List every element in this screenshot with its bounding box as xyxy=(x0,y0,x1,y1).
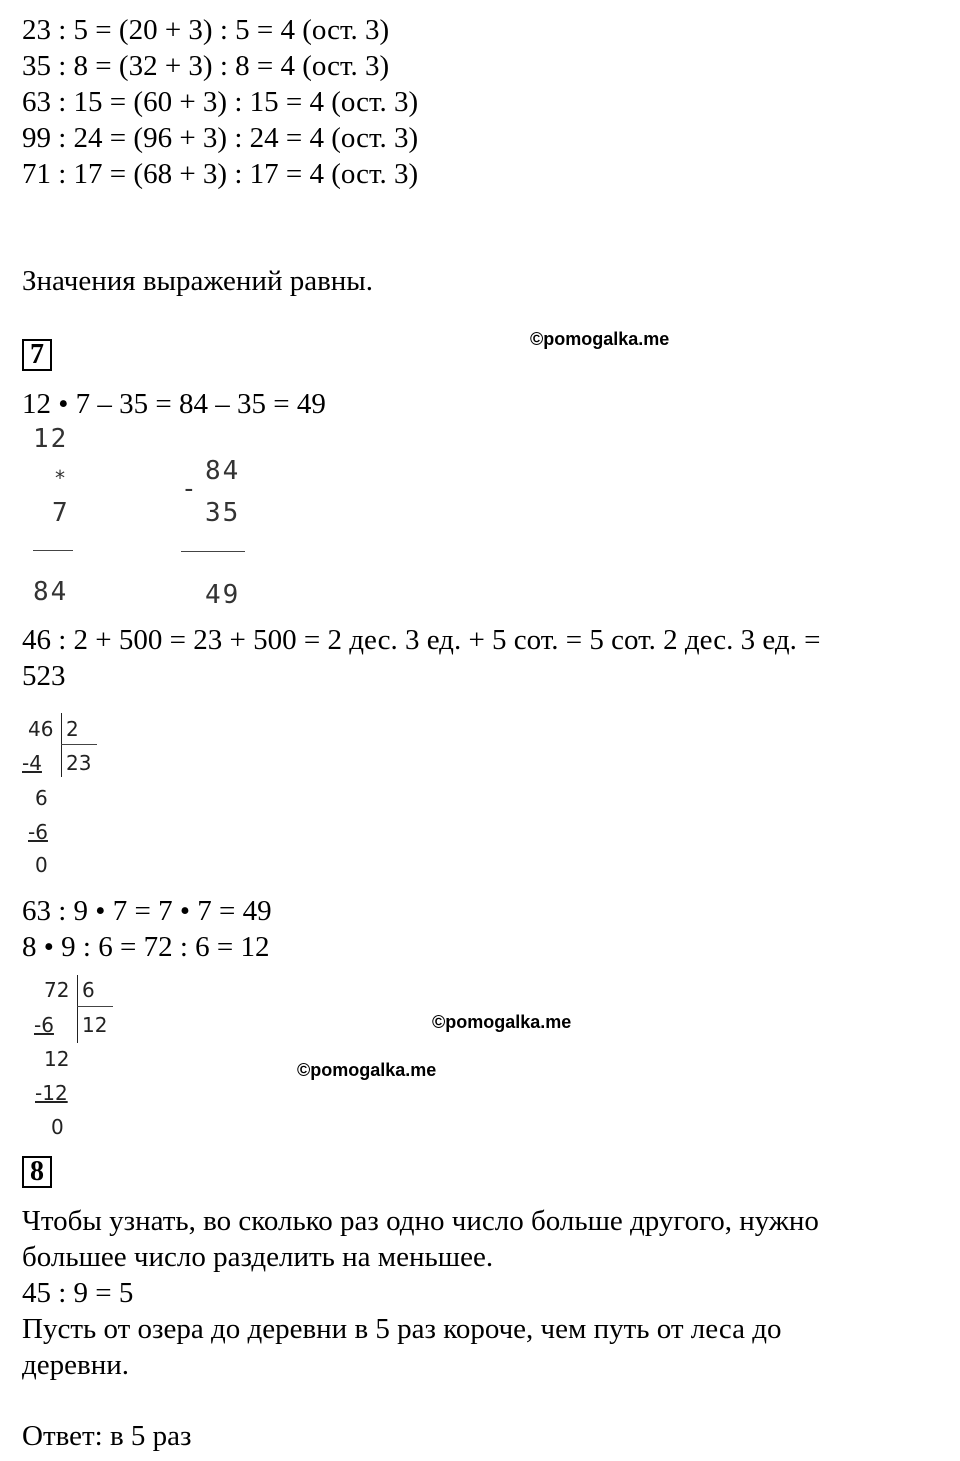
division-bar xyxy=(77,975,78,1043)
multiplicand: 12 xyxy=(33,424,69,454)
divisor: 6 xyxy=(82,978,95,1002)
remainder-final: 0 xyxy=(51,1115,64,1139)
quotient: 23 xyxy=(66,751,92,775)
equation-line: 99 : 24 = (96 + 3) : 24 = 4 (ост. 3) xyxy=(22,122,419,154)
watermark: ©pomogalka.me xyxy=(297,1060,437,1080)
equation-line: 523 xyxy=(22,660,66,692)
watermark: ©pomogalka.me xyxy=(530,329,670,349)
minus-sign: - xyxy=(181,474,199,504)
watermark: ©pomogalka.me xyxy=(432,1012,572,1032)
result-line xyxy=(33,550,73,551)
subtrahend: 35 xyxy=(205,498,241,528)
task-number-7: 7 xyxy=(22,339,52,371)
result-line xyxy=(181,551,245,552)
division-line xyxy=(61,744,97,745)
division-bar xyxy=(61,713,62,777)
task-text: деревни. xyxy=(22,1349,129,1381)
task-number-8: 8 xyxy=(22,1156,52,1188)
equation-line: 8 • 9 : 6 = 72 : 6 = 12 xyxy=(22,931,270,963)
subtract-step: -4 xyxy=(22,751,42,775)
multiplier: 7 xyxy=(52,498,70,528)
equation-line: 46 : 2 + 500 = 23 + 500 = 2 дес. 3 ед. + 5 сот. = 5 сот. 2 дес. 3 ед. = xyxy=(22,624,821,656)
answer-text: Ответ: в 5 раз xyxy=(22,1420,192,1452)
multiply-sign: * xyxy=(54,466,69,490)
remainder-step: 6 xyxy=(35,786,48,810)
product: 84 xyxy=(33,577,69,607)
remainder-step: 12 xyxy=(44,1047,70,1071)
quotient: 12 xyxy=(82,1013,108,1037)
equation-line: 23 : 5 = (20 + 3) : 5 = 4 (ост. 3) xyxy=(22,14,390,46)
dividend: 72 xyxy=(44,978,70,1002)
divisor: 2 xyxy=(66,717,79,741)
minuend: 84 xyxy=(205,456,241,486)
equation-line: 35 : 8 = (32 + 3) : 8 = 4 (ост. 3) xyxy=(22,50,390,82)
subtract-step: -6 xyxy=(34,1013,54,1037)
remainder-final: 0 xyxy=(35,853,48,877)
equation-line: 45 : 9 = 5 xyxy=(22,1277,134,1309)
conclusion-text: Значения выражений равны. xyxy=(22,265,374,297)
dividend: 46 xyxy=(28,717,54,741)
equation-line: 71 : 17 = (68 + 3) : 17 = 4 (ост. 3) xyxy=(22,158,419,190)
division-line xyxy=(77,1006,113,1007)
equation-line: 12 • 7 – 35 = 84 – 35 = 49 xyxy=(22,388,326,420)
subtract-step: -6 xyxy=(28,820,48,844)
difference: 49 xyxy=(205,580,241,610)
task-text: Чтобы узнать, во сколько раз одно число больше другого, нужно xyxy=(22,1205,819,1237)
subtract-step: -12 xyxy=(35,1081,68,1105)
equation-line: 63 : 15 = (60 + 3) : 15 = 4 (ост. 3) xyxy=(22,86,419,118)
equation-line: 63 : 9 • 7 = 7 • 7 = 49 xyxy=(22,895,272,927)
task-text: Пусть от озера до деревни в 5 раз короче, чем путь от леса до xyxy=(22,1313,782,1345)
task-text: большее число разделить на меньшее. xyxy=(22,1241,494,1273)
